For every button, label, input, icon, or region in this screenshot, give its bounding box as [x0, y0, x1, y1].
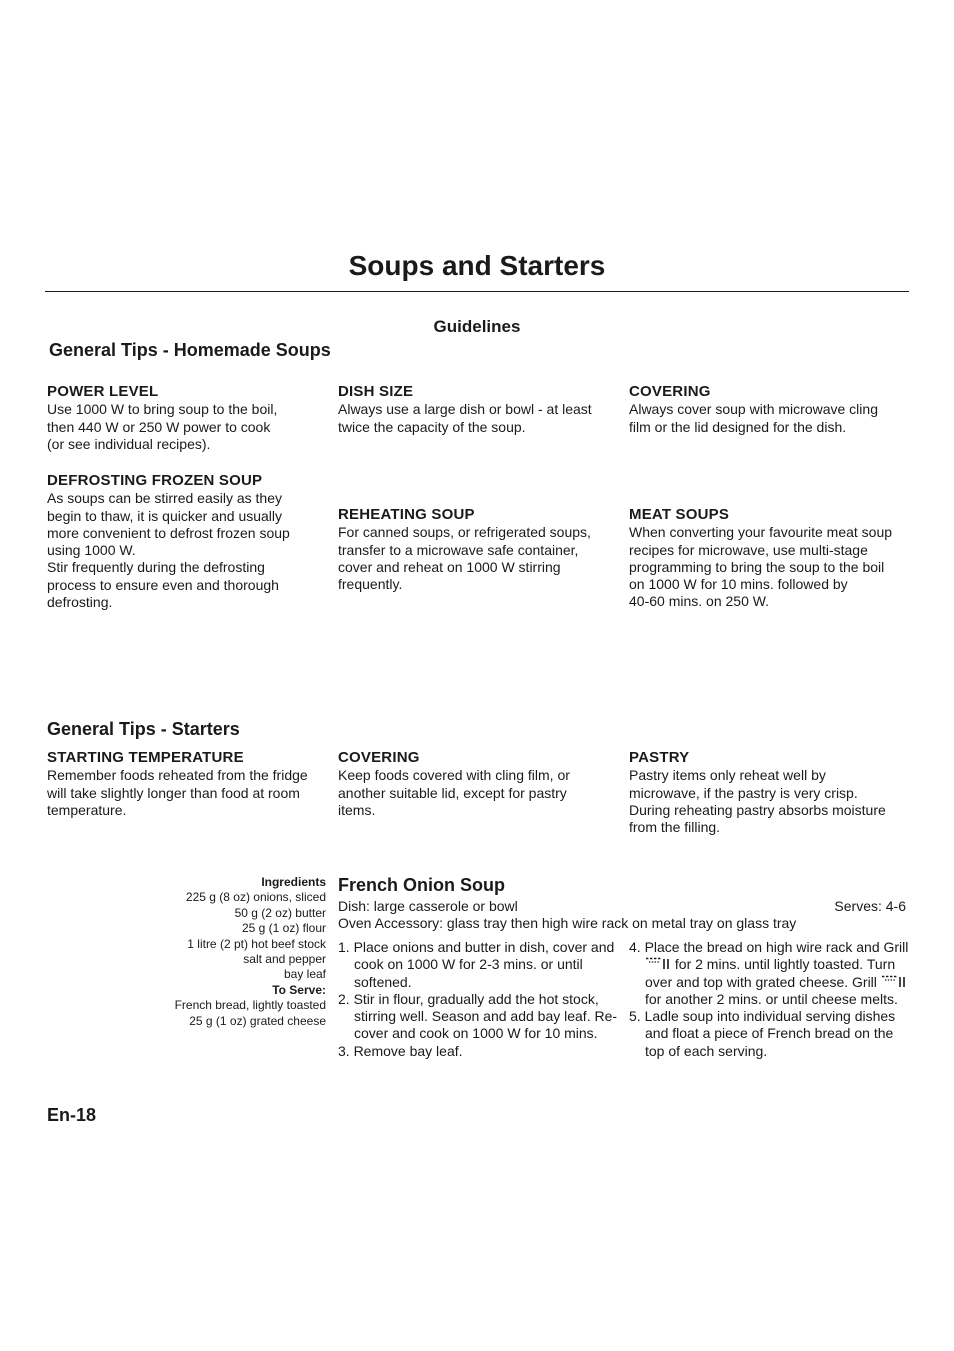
step4-part-c: for another 2 mins. or until cheese melts. — [645, 990, 898, 1007]
recipe-step: 2. Stir in flour, gradually add the hot stock, stirring well. Season and add bay leaf. Re-cover and cook on 1000 W for 10 mins. — [338, 990, 618, 1042]
ingredient-item: bay leaf — [283, 967, 326, 982]
page-number: En-18 — [47, 1105, 97, 1125]
serve-item: 25 g (1 oz) grated cheese — [189, 1013, 326, 1028]
tip-defrosting — [47, 472, 332, 611]
tip-dish-size — [338, 383, 623, 436]
grill-icon — [645, 957, 671, 970]
recipe-dish: Dish: large casserole or bowl — [338, 898, 518, 914]
page-title: Soups and Starters — [348, 250, 606, 281]
tip-title: POWER LEVEL — [47, 383, 159, 400]
recipe-step: 3. Remove bay leaf. — [338, 1042, 463, 1059]
tip-title: COVERING — [629, 383, 711, 400]
tip-text: As soups can be stirred easily as they begin to thaw, it is quicker and usually more convenient to defrost frozen soup using 1000 W. Stir frequently during the defrosting process to ensure even and thorough defrosting. — [47, 490, 290, 611]
tip-covering-starters — [338, 749, 623, 819]
recipe-step: 1. Place onions and butter in dish, cover and cook on 1000 W for 2-3 mins. or until softened. — [338, 939, 615, 990]
recipe-steps-right — [629, 939, 911, 1060]
tip-meat-soups — [629, 506, 914, 611]
recipe-step: 5. Ladle soup into individual serving dishes and float a piece of French bread on the top of each serving. — [629, 1008, 896, 1059]
step4-part-a: 4. Place the bread on high wire rack and Grill — [629, 939, 909, 955]
tip-text: For canned soups, or refrigerated soups, transfer to a microwave safe container, cover and reheat on 1000 W stirring frequently. — [338, 524, 591, 593]
tip-title: REHEATING SOUP — [338, 506, 475, 523]
tip-text: Always cover soup with microwave cling film or the lid designed for the dish. — [629, 401, 878, 435]
tip-starting-temperature — [47, 749, 332, 819]
tip-text: Pastry items only reheat well by microwave, if the pastry is very crisp. During reheating pastry absorbs moisture from the filling. — [629, 767, 886, 836]
ingredient-item: 25 g (1 oz) flour — [241, 921, 326, 936]
ingredient-item: 1 litre (2 pt) hot beef stock — [187, 936, 326, 951]
ingredients-list — [46, 875, 326, 1029]
step4-part-b: for 2 mins. until lightly toasted. Turn over and top with grated cheese. Grill — [645, 956, 896, 990]
tip-title: PASTRY — [629, 749, 690, 766]
tip-text: Remember foods reheated from the fridge will take slightly longer than food at room temperature. — [47, 767, 308, 818]
recipe-step — [629, 939, 911, 1008]
tip-title: COVERING — [338, 749, 420, 766]
tip-power-level — [47, 383, 332, 453]
to-serve-heading: To Serve: — [272, 982, 326, 997]
tip-title: MEAT SOUPS — [629, 506, 730, 523]
recipe-title: French Onion Soup — [338, 875, 505, 895]
recipe-serves: Serves: 4-6 — [834, 898, 906, 914]
tip-title: DEFROSTING FROZEN SOUP — [47, 472, 263, 489]
tip-title: DISH SIZE — [338, 383, 414, 400]
guidelines-heading: Guidelines — [433, 317, 521, 336]
tip-title: STARTING TEMPERATURE — [47, 749, 244, 766]
title-divider — [45, 291, 909, 292]
ingredient-item: salt and pepper — [243, 952, 326, 967]
tip-text: Use 1000 W to bring soup to the boil, then 440 W or 250 W power to cook (or see individual recipes). — [47, 401, 278, 452]
recipe-accessory: Oven Accessory: glass tray then high wire rack on metal tray on glass tray — [338, 915, 797, 931]
starters-heading: General Tips - Starters — [47, 719, 240, 739]
tip-text: Keep foods covered with cling film, or another suitable lid, except for pastry items. — [338, 767, 570, 818]
tip-reheating — [338, 506, 623, 593]
ingredients-heading: Ingredients — [261, 875, 326, 889]
ingredient-item: 225 g (8 oz) onions, sliced — [185, 890, 326, 905]
tip-text: Always use a large dish or bowl - at least twice the capacity of the soup. — [338, 401, 592, 435]
ingredient-item: 50 g (2 oz) butter — [234, 905, 326, 920]
homemade-soups-heading: General Tips - Homemade Soups — [49, 340, 331, 360]
serve-item: French bread, lightly toasted — [174, 998, 326, 1013]
grill-icon — [881, 975, 907, 988]
recipe-steps-left — [338, 939, 620, 1060]
tip-pastry — [629, 749, 914, 836]
tip-covering-soup — [629, 383, 914, 436]
tip-text: When converting your favourite meat soup recipes for microwave, use multi-stage programming to bring the soup to the boil on 1000 W for 10 mins. followed by 40-60 mins. on 250 W. — [629, 524, 893, 610]
